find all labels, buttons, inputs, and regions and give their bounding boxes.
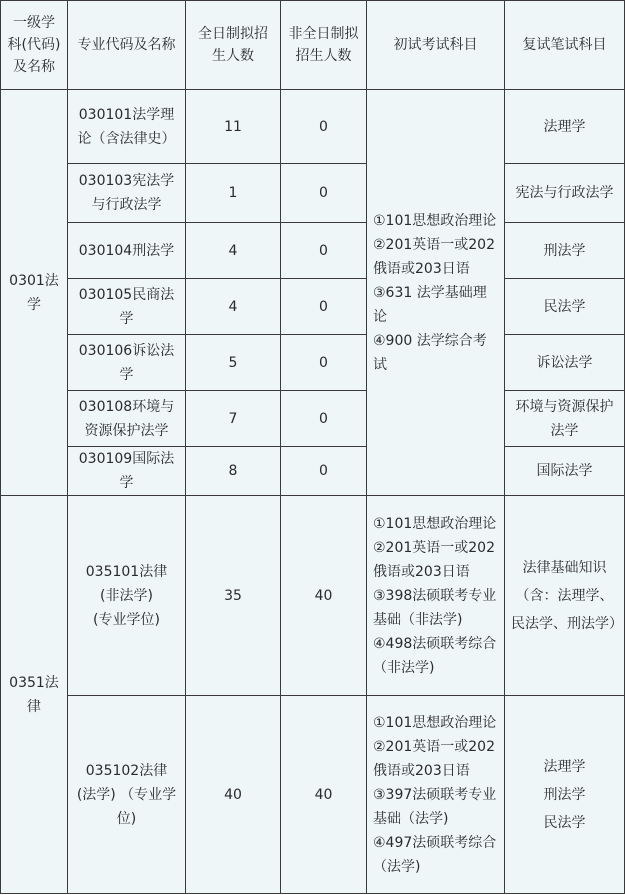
retest-cell: 诉讼法学 — [505, 335, 625, 391]
exam-subject: ②201英语一或202俄语或203日语 — [373, 236, 495, 277]
retest-cell: 宪法与行政法学 — [505, 164, 625, 223]
major-line: (专业学位) — [93, 611, 160, 628]
retest-cell: 环境与资源保护法学 — [505, 391, 625, 447]
major-cell — [68, 496, 186, 696]
table-row — [1, 279, 625, 335]
exam-subject: ①101思想政治理论 — [373, 212, 497, 229]
part-time-count: 0 — [281, 279, 367, 335]
discipline-cell: 0351法律 — [1, 496, 68, 894]
part-time-count: 40 — [281, 496, 367, 696]
exam-subject: ④497法硕联考综合（法学) — [373, 834, 497, 875]
major-cell: 030109国际法学 — [68, 447, 186, 496]
retest-cell — [505, 696, 625, 894]
header-retest-exam: 复试笔试科目 — [505, 1, 625, 90]
retest-cell: 法理学 — [505, 90, 625, 164]
full-time-count: 35 — [186, 496, 281, 696]
part-time-count: 0 — [281, 447, 367, 496]
exam-subject: ③397法硕联考专业基础（法学) — [373, 786, 497, 827]
retest-cell: 国际法学 — [505, 447, 625, 496]
exam-subject: ④900 法学综合考试 — [373, 332, 487, 373]
part-time-count: 0 — [281, 391, 367, 447]
header-row — [1, 1, 625, 90]
table-row — [1, 391, 625, 447]
retest-line: 民法学 — [543, 814, 586, 831]
full-time-count: 8 — [186, 447, 281, 496]
major-cell: 030106诉讼法学 — [68, 335, 186, 391]
exam-subject: ②201英语一或202俄语或203日语 — [373, 738, 495, 779]
retest-cell: 刑法学 — [505, 223, 625, 279]
header-initial-exam: 初试考试科目 — [367, 1, 505, 90]
part-time-count: 0 — [281, 164, 367, 223]
table-row — [1, 164, 625, 223]
exam-subjects-cell — [367, 90, 505, 496]
major-line: (法学) （专业学位) — [76, 786, 177, 827]
retest-line: （含：法理学、民法学、刑法学） — [511, 587, 623, 632]
full-time-count: 5 — [186, 335, 281, 391]
exam-subjects-cell — [367, 496, 505, 696]
exam-subject: ①101思想政治理论 — [373, 714, 497, 731]
major-cell: 030108环境与资源保护法学 — [68, 391, 186, 447]
exam-subjects-cell — [367, 696, 505, 894]
part-time-count: 40 — [281, 696, 367, 894]
exam-subject: ②201英语一或202俄语或203日语 — [373, 539, 495, 580]
retest-line: 法理学 — [543, 758, 586, 775]
full-time-count: 40 — [186, 696, 281, 894]
major-cell: 030101法学理论（含法律史） — [68, 90, 186, 164]
discipline-cell: 0301法学 — [1, 90, 68, 496]
header-discipline: 一级学科(代码)及名称 — [1, 1, 68, 90]
table-row — [1, 90, 625, 164]
table-row — [1, 496, 625, 696]
part-time-count: 0 — [281, 223, 367, 279]
major-cell: 030104刑法学 — [68, 223, 186, 279]
full-time-count: 7 — [186, 391, 281, 447]
major-cell — [68, 696, 186, 894]
exam-subject: ③631 法学基础理论 — [373, 284, 487, 325]
full-time-count: 4 — [186, 279, 281, 335]
table-row — [1, 223, 625, 279]
table-row — [1, 447, 625, 496]
header-part-time: 非全日制拟招生人数 — [281, 1, 367, 90]
major-line: 035101法律 — [85, 563, 168, 580]
major-cell: 030105民商法学 — [68, 279, 186, 335]
header-full-time: 全日制拟招生人数 — [186, 1, 281, 90]
retest-line: 法律基础知识 — [522, 559, 607, 576]
table-row — [1, 696, 625, 894]
table-row — [1, 335, 625, 391]
major-cell: 030103宪法学与行政法学 — [68, 164, 186, 223]
part-time-count: 0 — [281, 335, 367, 391]
exam-subject: ①101思想政治理论 — [373, 515, 497, 532]
major-line: 035102法律 — [85, 762, 168, 779]
full-time-count: 1 — [186, 164, 281, 223]
retest-line: 刑法学 — [543, 786, 586, 803]
retest-cell — [505, 496, 625, 696]
major-line: (非法学) — [100, 587, 153, 604]
part-time-count: 0 — [281, 90, 367, 164]
exam-subject: ④498法硕联考综合（非法学) — [373, 635, 497, 676]
retest-cell: 民法学 — [505, 279, 625, 335]
full-time-count: 11 — [186, 90, 281, 164]
full-time-count: 4 — [186, 223, 281, 279]
exam-subject: ③398法硕联考专业基础（非法学) — [373, 587, 497, 628]
header-major: 专业代码及名称 — [68, 1, 186, 90]
